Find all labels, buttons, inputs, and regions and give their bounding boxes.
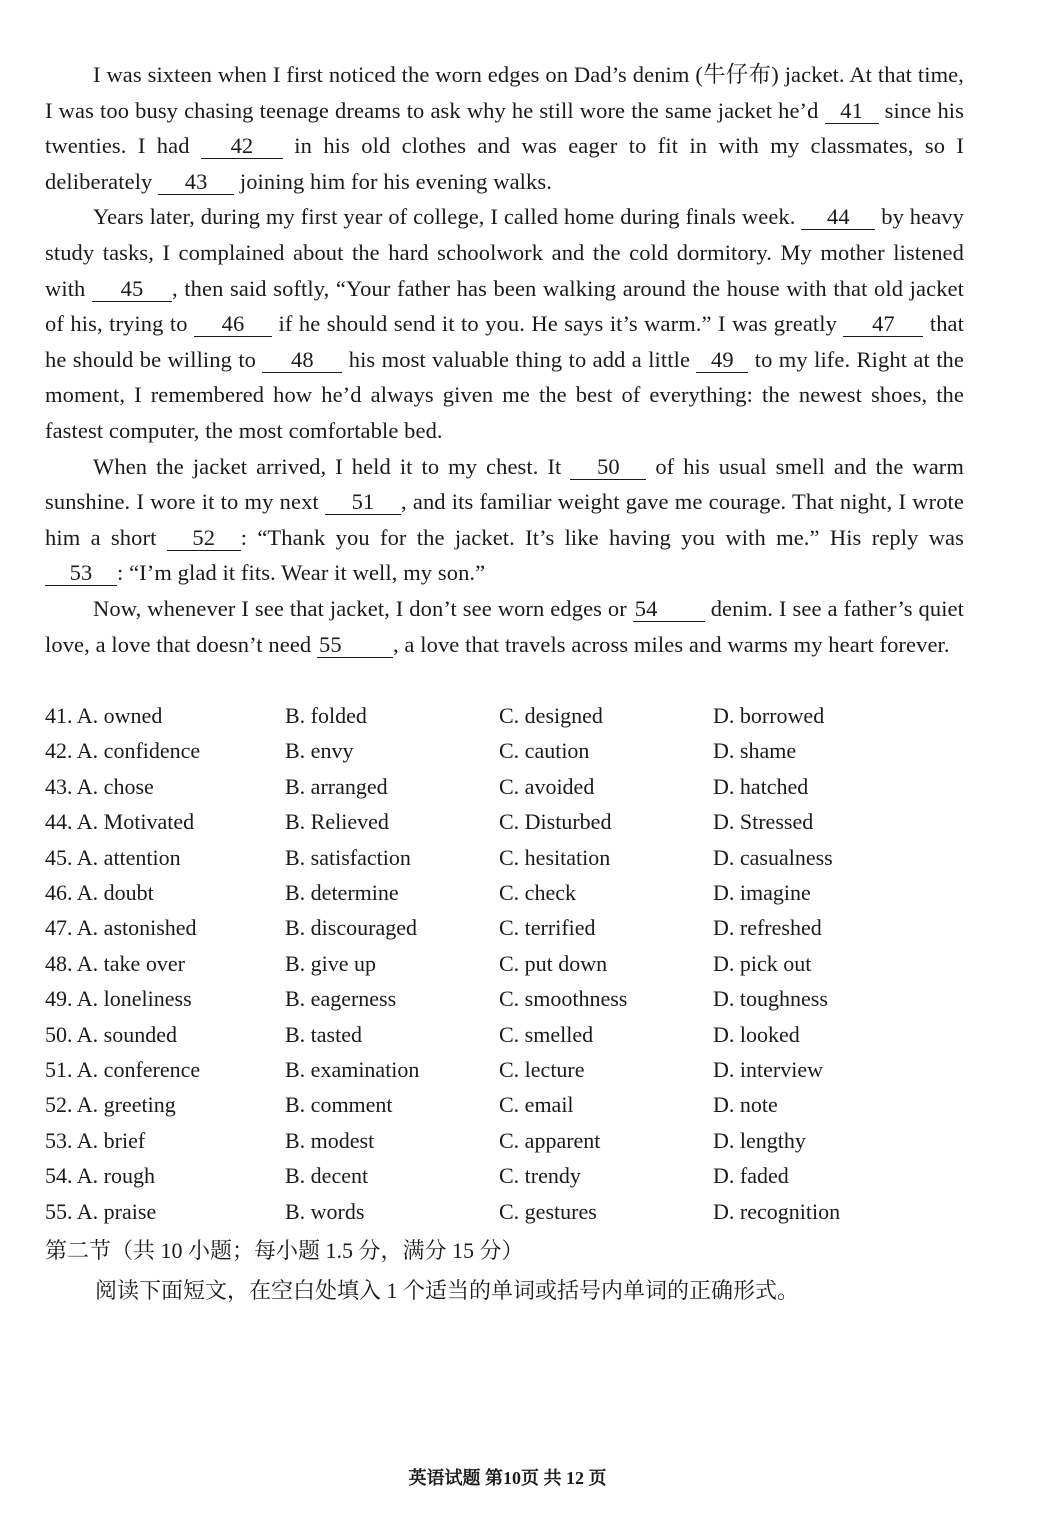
passage-text: : “Thank you for the jacket. It’s like having you with me.” His reply was bbox=[240, 524, 964, 550]
option-c: C. lecture bbox=[499, 1057, 585, 1082]
option-b: B. envy bbox=[285, 738, 354, 764]
option-row bbox=[45, 733, 964, 768]
option-row bbox=[45, 1194, 964, 1229]
blank-42: 42 bbox=[201, 134, 283, 159]
option-c: C. designed bbox=[499, 703, 603, 729]
option-row bbox=[45, 804, 964, 839]
option-d: D. note bbox=[713, 1092, 778, 1118]
option-b: B. modest bbox=[285, 1127, 375, 1153]
option-c: C. trendy bbox=[499, 1163, 581, 1189]
option-row bbox=[45, 1087, 964, 1122]
option-a: 54. A. rough bbox=[45, 1163, 155, 1189]
option-d: D. borrowed bbox=[713, 703, 825, 729]
option-c: C. apparent bbox=[499, 1127, 601, 1153]
option-c: C. email bbox=[499, 1092, 574, 1118]
option-row bbox=[45, 1017, 964, 1052]
option-c: C. hesitation bbox=[499, 844, 611, 870]
option-c: C. smoothness bbox=[499, 986, 628, 1012]
blank-47: 47 bbox=[843, 312, 923, 337]
option-a: 51. A. conference bbox=[45, 1057, 201, 1082]
option-b: B. tasted bbox=[285, 1021, 362, 1047]
option-row bbox=[45, 769, 964, 804]
passage-text: Years later, during my first year of college, I called home during finals week. bbox=[93, 204, 802, 230]
blank-50: 50 bbox=[570, 455, 646, 480]
passage-text: joining him for his evening walks. bbox=[234, 168, 552, 194]
option-c: C. terrified bbox=[499, 915, 596, 941]
option-row bbox=[45, 946, 964, 981]
answer-options bbox=[45, 698, 964, 1229]
option-d: D. interview bbox=[713, 1057, 823, 1082]
blank-46: 46 bbox=[194, 312, 272, 337]
option-c: C. Disturbed bbox=[499, 809, 612, 835]
blank-53: 53 bbox=[45, 561, 117, 586]
option-b: B. decent bbox=[285, 1163, 369, 1189]
passage-text: by heavy study tasks, I complained about the hard schoolwork and the cold dormitory. My mother listened with bbox=[45, 204, 965, 301]
blank-55: 55 bbox=[317, 633, 393, 658]
option-b: B. eagerness bbox=[285, 986, 397, 1012]
option-b: B. give up bbox=[285, 950, 377, 976]
passage-text: : “I’m glad it fits. Wear it well, my son.” bbox=[117, 560, 486, 586]
option-row bbox=[45, 1052, 964, 1087]
option-a: 50. A. sounded bbox=[45, 1021, 177, 1047]
passage-text: , and its familiar weight gave me courage. That night, I wrote him a short bbox=[45, 489, 964, 550]
option-b: B. satisfaction bbox=[285, 844, 411, 870]
option-c: C. smelled bbox=[499, 1021, 594, 1047]
blank-52: 52 bbox=[167, 526, 241, 551]
option-b: B. determine bbox=[285, 880, 399, 906]
passage-text: in his old clothes and was eager to fit in with my classmates, so I deliberately bbox=[45, 133, 964, 194]
option-b: B. arranged bbox=[285, 773, 388, 799]
section-instruction: 阅读下面短文，在空白处填入 1 个适当的单词或括号内单词的正确形式。 bbox=[95, 1277, 800, 1303]
option-b: B. comment bbox=[285, 1092, 393, 1118]
paragraph-1 bbox=[45, 57, 964, 199]
blank-48: 48 bbox=[262, 348, 342, 373]
page-footer: 英语试题 第10页 共 12 页 bbox=[408, 1468, 607, 1488]
option-d: D. shame bbox=[713, 738, 797, 764]
cloze-passage bbox=[45, 57, 964, 662]
option-row bbox=[45, 910, 964, 945]
blank-49: 49 bbox=[696, 348, 748, 373]
option-d: D. lengthy bbox=[713, 1127, 806, 1153]
option-row bbox=[45, 698, 964, 733]
option-d: D. toughness bbox=[713, 986, 828, 1012]
option-d: D. refreshed bbox=[713, 915, 822, 941]
option-a: 42. A. confidence bbox=[45, 738, 201, 764]
option-a: 52. A. greeting bbox=[45, 1092, 176, 1118]
passage-text: his most valuable thing to add a little bbox=[342, 346, 697, 372]
option-a: 49. A. loneliness bbox=[45, 986, 192, 1012]
option-d: D. looked bbox=[713, 1021, 800, 1047]
passage-text: that he should be willing to bbox=[45, 311, 965, 372]
option-c: C. put down bbox=[499, 950, 608, 976]
option-c: C. caution bbox=[499, 738, 590, 764]
option-row bbox=[45, 875, 964, 910]
option-d: D. Stressed bbox=[713, 809, 814, 835]
option-c: C. gestures bbox=[499, 1198, 597, 1224]
blank-43: 43 bbox=[158, 170, 234, 195]
option-c: C. avoided bbox=[499, 773, 595, 799]
option-a: 46. A. doubt bbox=[45, 880, 154, 906]
option-row bbox=[45, 981, 964, 1016]
option-row bbox=[45, 1123, 964, 1158]
section-heading: 第二节（共 10 小题；每小题 1.5 分，满分 15 分） bbox=[45, 1237, 524, 1263]
option-a: 48. A. take over bbox=[45, 950, 185, 976]
passage-text: since his twenties. I had bbox=[45, 97, 964, 159]
option-a: 45. A. attention bbox=[45, 844, 181, 870]
paragraph-3 bbox=[45, 449, 964, 591]
passage-text: Now, whenever I see that jacket, I don’t see worn edges or bbox=[93, 595, 633, 621]
option-a: 47. A. astonished bbox=[45, 915, 197, 941]
blank-44: 44 bbox=[801, 205, 875, 230]
paragraph-2 bbox=[45, 199, 964, 448]
passage-text: if he should send it to you. He says it’s warm.” I was greatly bbox=[272, 311, 844, 337]
paragraph-4 bbox=[45, 591, 964, 662]
passage-text: denim. I see a father’s quiet love, a love that doesn’t need bbox=[45, 595, 964, 657]
option-d: D. imagine bbox=[713, 880, 811, 906]
passage-text: , a love that travels across miles and warms my heart forever. bbox=[392, 631, 950, 657]
option-row bbox=[45, 1158, 964, 1193]
option-a: 53. A. brief bbox=[45, 1127, 146, 1153]
option-d: D. recognition bbox=[713, 1198, 841, 1224]
option-d: D. faded bbox=[713, 1163, 789, 1189]
blank-41: 41 bbox=[825, 99, 879, 124]
option-a: 41. A. owned bbox=[45, 703, 163, 729]
blank-51: 51 bbox=[325, 490, 401, 515]
option-b: B. folded bbox=[285, 703, 367, 729]
option-a: 44. A. Motivated bbox=[45, 809, 195, 835]
option-d: D. casualness bbox=[713, 844, 833, 870]
passage-text: I was sixteen when I first noticed the worn edges on Dad’s denim (牛仔布) jacket. At that time, I was too busy chasing teenage dreams to ask why he still wore the same jacket he’d bbox=[45, 62, 964, 123]
blank-45: 45 bbox=[92, 277, 172, 302]
option-a: 43. A. chose bbox=[45, 773, 154, 799]
option-b: B. discouraged bbox=[285, 915, 417, 941]
option-row bbox=[45, 840, 964, 875]
option-c: C. check bbox=[499, 880, 576, 906]
option-b: B. Relieved bbox=[285, 809, 389, 835]
passage-text: of his usual smell and the warm sunshine. I wore it to my next bbox=[45, 453, 964, 515]
passage-text: When the jacket arrived, I held it to my chest. It bbox=[93, 453, 571, 479]
option-a: 55. A. praise bbox=[45, 1198, 157, 1224]
option-b: B. words bbox=[285, 1198, 365, 1224]
option-d: D. hatched bbox=[713, 773, 809, 799]
option-b: B. examination bbox=[285, 1057, 420, 1082]
passage-text: to my life. Right at the moment, I remembered how he’d always given me the best of everything: the newest shoes, the fastest computer, the most comfortable bed. bbox=[45, 346, 964, 443]
option-d: D. pick out bbox=[713, 950, 812, 976]
blank-54: 54 bbox=[633, 597, 705, 622]
passage-text: , then said softly, “Your father has been walking around the house with that old jacket of his, trying to bbox=[45, 275, 964, 337]
